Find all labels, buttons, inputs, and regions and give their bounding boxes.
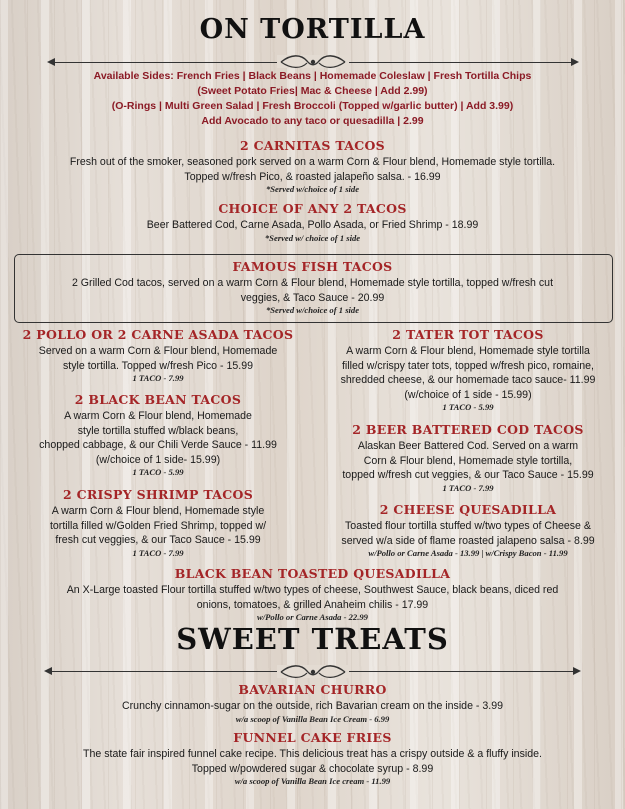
- item-famous-fish: FAMOUS FISH TACOS 2 Grilled Cod tacos, served on a warm Corn & Flour blend, Homemade style tortilla, topped w/fresh cut veggies, & Taco Sauce - 20.99 *Served w/choice of 1 side: [0, 259, 625, 315]
- item-carnitas: [0, 138, 625, 194]
- sweets-title: SWEET TREATS: [176, 622, 449, 656]
- menu-title: ON TORTILLA: [199, 14, 426, 45]
- item-name: CHOICE OF ANY 2 TACOS: [218, 201, 407, 216]
- item-name: FAMOUS FISH TACOS: [232, 259, 393, 274]
- item-crispy-shrimp: 2 CRISPY SHRIMP TACOS A warm Corn & Flour blend, Homemade style tortilla filled w/Golden Fried Shrimp, topped w/ fresh cut veggies, & our Taco Sauce - 15.99 1 TACO - 7.99: [49, 487, 267, 558]
- item-funnel-cake: FUNNEL CAKE FRIES The state fair inspired funnel cake recipe. This delicious treat has a crispy outside & a fluffy inside. Topped w/powdered sugar & chocolate syrup - 8.99 w/a scoop of Vanilla Bean Ice cream - 11.99: [83, 730, 542, 786]
- item-black-bean: 2 BLACK BEAN TACOS A warm Corn & Flour blend, Homemade style tortilla stuffed w/black beans, chopped cabbage, & our Chili Verde Sauce - 11.99 (w/choice of 1 side- 15.99) 1 TACO - 5.99: [39, 392, 277, 477]
- item-note: *Served w/choice of 1 side: [265, 184, 360, 194]
- scroll-ornament-icon: [277, 53, 349, 70]
- item-cheese-quesadilla: 2 CHEESE QUESADILLA Toasted flour tortilla stuffed w/two types of Cheese & served w/a side of flame roasted jalapeno salsa - 8.99 w/Pollo or Carne Asada - 13.99 | w/Crispy Bacon - 11.99: [341, 502, 595, 558]
- item-bb-quesadilla: BLACK BEAN TOASTED QUESADILLA An X-Large toasted Flour tortilla stuffed w/two types of cheese, Southwest Sauce, black beans, diced red onions, tomatoes, & grilled Anaheim chilis - 17.99 w/Pollo or Carne Asada - 22.99: [66, 566, 559, 622]
- item-desc: Fresh out of the smoker, seasoned pork served on a warm Corn & Flour blend, Homemade style tortilla. Topped w/fresh Pico, & roasted jalapeño salsa. - 16.99: [69, 156, 556, 183]
- scroll-ornament-icon: [277, 663, 349, 680]
- item-churro: BAVARIAN CHURRO Crunchy cinnamon-sugar on the outside, rich Bavarian cream on the inside - 3.99 w/a scoop of Vanilla Bean Ice Cream - 6.99: [122, 682, 503, 724]
- item-choice-tacos: CHOICE OF ANY 2 TACOS Beer Battered Cod, Carne Asada, Pollo Asada, or Fried Shrimp - 18.99 *Served w/ choice of 1 side: [0, 201, 625, 243]
- available-sides: Available Sides: French Fries | Black Beans | Homemade Coleslaw | Fresh Tortilla Chips (Sweet Potato Fries| Mac & Cheese | Add 2.99) (O-Rings | Multi Green Salad | Fresh Broccoli (Topped w/garlic butter) | Add 3.99) Add Avocado to any taco or quesadilla | 2.99: [93, 70, 532, 127]
- item-pollo-carne: 2 POLLO OR 2 CARNE ASADA TACOS Served on a warm Corn & Flour blend, Homemade style tortilla. Topped w/fresh Pico - 15.99 1 TACO - 7.99: [22, 327, 294, 383]
- item-beer-cod: 2 BEER BATTERED COD TACOS Alaskan Beer Battered Cod. Served on a warm Corn & Flour blend, Homemade style tortilla, topped w/fresh cut veggies, & our Taco Sauce - 15.99 1 TACO - 7.99: [342, 422, 594, 493]
- item-name: 2 CARNITAS TACOS: [239, 138, 386, 153]
- item-tater-tot: 2 TATER TOT TACOS A warm Corn & Flour blend, Homemade style tortilla filled w/crispy tater tots, topped w/fresh pico, romaine, shredded cheese, & our homemade taco sauce- 11.99 (w/choice of 1 side - 15.99) 1 TACO - 5.99: [340, 327, 596, 412]
